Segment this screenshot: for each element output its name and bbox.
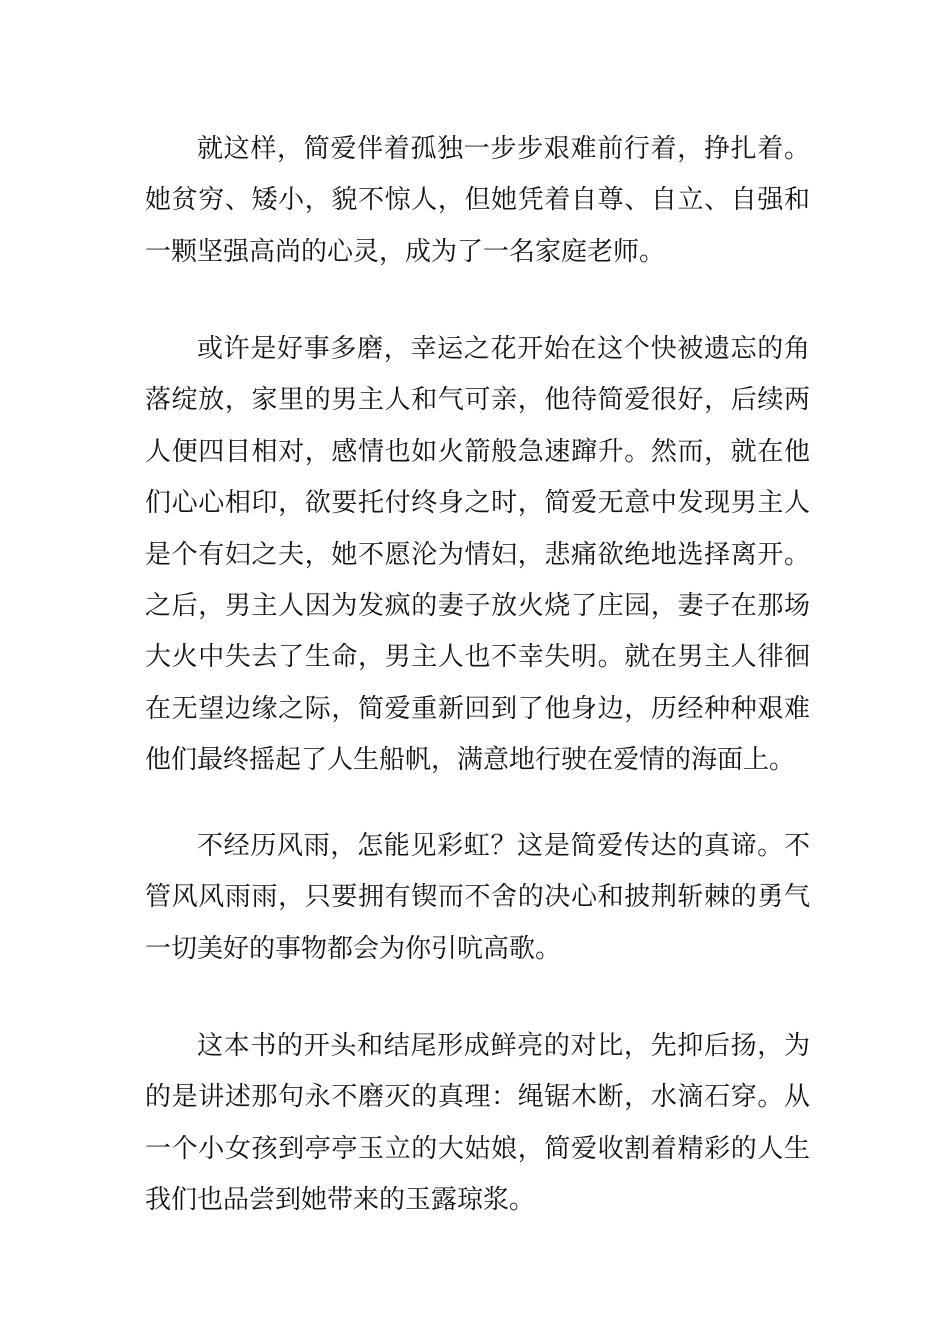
paragraph-line: 管风风雨雨，只要拥有锲而不舍的决心和披荆斩棘的勇气 [145, 882, 810, 913]
paragraph-line: 她贫穷、矮小，貌不惊人，但她凭着自尊、自立、自强和 [145, 185, 810, 216]
paragraph-line: 这本书的开头和结尾形成鲜亮的对比，先抑后扬，为 [197, 1031, 810, 1061]
paragraph-line: 大火中失去了生命，男主人也不幸失明。就在男主人徘徊 [145, 642, 810, 673]
paragraph-line: 在无望边缘之际，简爱重新回到了他身边，历经种种艰难 [145, 693, 810, 724]
paragraph-line: 人便四目相对，感情也如火箭般急速蹿升。然而，就在他 [145, 436, 810, 467]
paragraph-line: 一切美好的事物都会为你引吭高歌。 [145, 933, 562, 964]
paragraph-line: 我们也品尝到她带来的玉露琼浆。 [145, 1185, 536, 1216]
paragraph-1 [145, 124, 810, 278]
paragraph-line: 落绽放，家里的男主人和气可亲，他待简爱很好，后续两 [145, 385, 810, 416]
paragraph-line: 一颗坚强高尚的心灵，成为了一名家庭老师。 [145, 236, 666, 267]
paragraph-3 [145, 821, 810, 975]
paragraph-2 [145, 324, 810, 787]
paragraph-line: 他们最终摇起了人生船帆，满意地行驶在爱情的海面上。 [145, 745, 796, 776]
paragraph-line: 一个小女孩到亭亭玉立的大姑娘，简爱收割着精彩的人生 [145, 1133, 810, 1164]
paragraph-line: 们心心相印，欲要托付终身之时，简爱无意中发现男主人 [145, 488, 810, 519]
paragraph-4 [145, 1021, 810, 1227]
paragraph-line: 就这样，简爱伴着孤独一步步艰难前行着，挣扎着。 [197, 134, 810, 164]
paragraph-line: 的是讲述那句永不磨灭的真理：绳锯木断，水滴石穿。从 [145, 1082, 810, 1113]
paragraph-line: 之后，男主人因为发疯的妻子放火烧了庄园，妻子在那场 [145, 591, 810, 622]
paragraph-line: 或许是好事多磨，幸运之花开始在这个快被遗忘的角 [197, 334, 810, 364]
paragraph-line: 是个有妇之夫，她不愿沦为情妇，悲痛欲绝地选择离开。 [145, 539, 810, 570]
paragraph-line: 不经历风雨，怎能见彩虹？这是简爱传达的真谛。不 [197, 831, 810, 861]
